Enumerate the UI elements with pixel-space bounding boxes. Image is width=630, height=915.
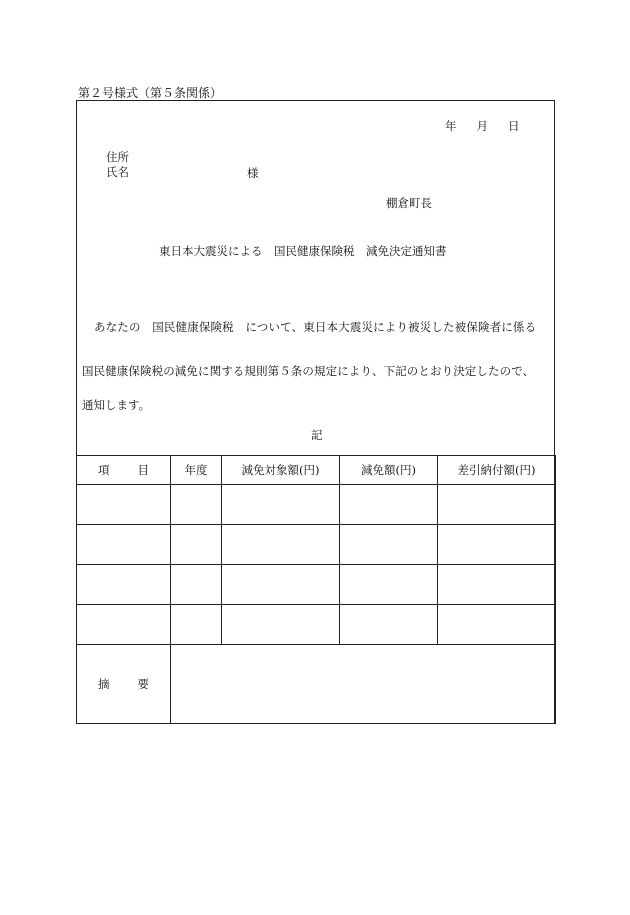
summary-label: [77, 645, 171, 724]
summary-value: [171, 645, 556, 724]
table-cell: [77, 605, 171, 645]
ki-heading: 記: [311, 428, 323, 442]
summary-row: [77, 645, 556, 724]
honorific-label: 様: [247, 166, 259, 180]
table-row: [77, 565, 556, 605]
table-row: [77, 525, 556, 565]
table-cell: [171, 605, 222, 645]
table-cell: [222, 605, 340, 645]
date-day-label: 日: [508, 119, 520, 133]
header-exemption-target: 減免対象額(円): [222, 456, 340, 485]
table-cell: [171, 525, 222, 565]
table-cell: [438, 605, 556, 645]
date-line: [445, 118, 520, 134]
issuer-name: 棚倉町長: [386, 196, 432, 210]
header-item-part-2: 目: [137, 463, 149, 477]
table-cell: [77, 525, 171, 565]
table-cell: [340, 605, 438, 645]
body-line-2: 国民健康保険税の減免に関する規則第５条の規定により、下記のとおり決定したので、: [82, 364, 535, 378]
date-month-label: 月: [476, 119, 488, 133]
table-cell: [222, 485, 340, 525]
table-cell: [438, 525, 556, 565]
header-net-payment: 差引納付額(円): [438, 456, 556, 485]
header-item: [77, 456, 171, 485]
table-cell: [171, 485, 222, 525]
recipient-block: [106, 150, 129, 180]
table-cell: [222, 525, 340, 565]
table-cell: [171, 565, 222, 605]
table-cell: [438, 565, 556, 605]
table-cell: [340, 485, 438, 525]
table-cell: [77, 565, 171, 605]
table-cell: [438, 485, 556, 525]
summary-label-part-2: 要: [137, 677, 149, 691]
table-cell: [340, 565, 438, 605]
table-cell: [77, 485, 171, 525]
date-year-label: 年: [445, 119, 457, 133]
notice-title: 東日本大震災による 国民健康保険税 減免決定通知書: [159, 244, 447, 258]
name-label: 氏名: [106, 165, 129, 179]
address-label: 住所: [106, 150, 129, 164]
body-line-1: あなたの 国民健康保険税 について、東日本大震災により被災した被保険者に係る: [94, 320, 537, 334]
table-header-row: [77, 456, 556, 485]
form-number-label: 第２号様式（第５条関係）: [78, 86, 223, 100]
details-table: [76, 455, 556, 724]
table-cell: [222, 565, 340, 605]
table-row: [77, 605, 556, 645]
header-fiscal-year: 年度: [171, 456, 222, 485]
summary-label-part-1: 摘: [98, 677, 110, 691]
table-cell: [340, 525, 438, 565]
header-exemption-amount: 減免額(円): [340, 456, 438, 485]
header-item-part-1: 項: [98, 463, 110, 477]
table-row: [77, 485, 556, 525]
body-line-3: 通知します。: [82, 398, 151, 412]
